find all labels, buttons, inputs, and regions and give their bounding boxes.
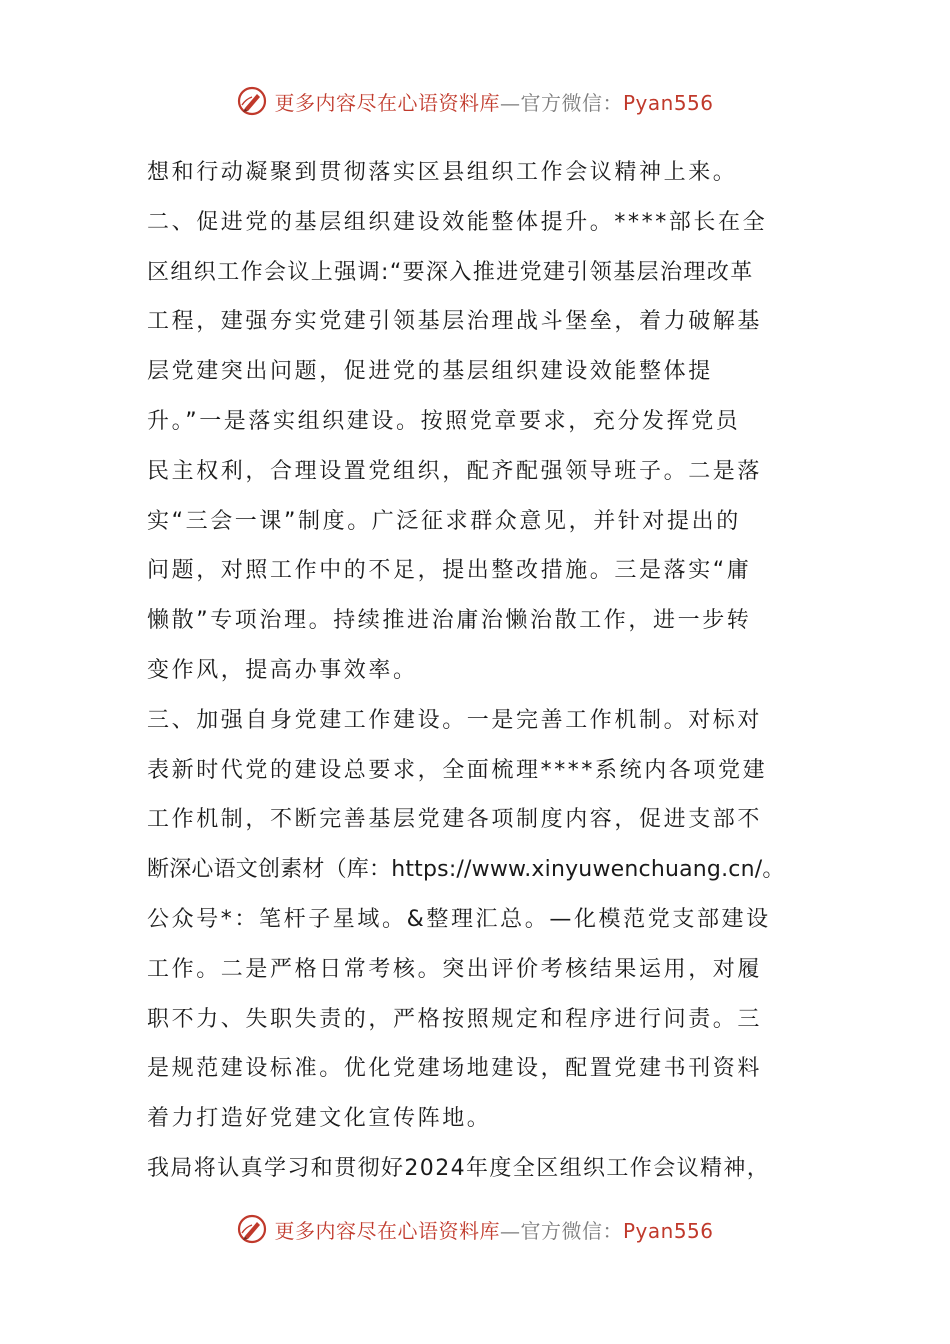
header-account: Pyan556 <box>622 90 714 115</box>
text-line: 着力打造好党建文化宣传阵地。 <box>147 1106 492 1132</box>
text-line: 工作机制，不断完善基层党建各项制度内容，促进支部不 <box>147 807 763 833</box>
text-line: 职不力、失职失责的，严格按照规定和程序进行问责。三 <box>147 1006 763 1032</box>
text-line: 实“三会一课”制度。广泛征求群众意见，并针对提出的 <box>147 508 741 534</box>
text-line: 民主权利，合理设置党组织，配齐配强领导班子。二是落 <box>147 458 763 484</box>
footer-brand <box>274 1215 713 1244</box>
text-line: 我局将认真学习和贯彻好2024年度全区组织工作会议精神， <box>147 1155 771 1181</box>
text-line: 懒散”专项治理。持续推进治庸治懒治散工作，进一步转 <box>147 608 752 634</box>
text-line: 表新时代党的建设总要求，全面梳理****系统内各项党建 <box>147 757 768 783</box>
header-brand-text: 更多内容尽在心语资料库 <box>274 90 500 115</box>
text-line: 层党建突出问题，促进党的基层组织建设效能整体提 <box>147 359 713 385</box>
document-body <box>147 148 807 1194</box>
text-line: 是规范建设标准。优化党建场地建设，配置党建书刊资料 <box>147 1056 763 1082</box>
footer-watermark <box>0 1212 950 1246</box>
header-separator: — <box>499 90 521 115</box>
text-line: 三、加强自身党建工作建设。一是完善工作机制。对标对 <box>147 707 763 733</box>
text-line: 问题，对照工作中的不足，提出整改措施。三是落实“庸 <box>147 558 752 584</box>
footer-brand-text: 更多内容尽在心语资料库 <box>274 1218 500 1243</box>
text-line: 区组织工作会议上强调:“要深入推进党建引领基层治理改革 <box>147 259 754 285</box>
footer-label: 官方微信： <box>520 1218 623 1243</box>
footer-separator: — <box>499 1218 521 1243</box>
text-line: 想和行动凝聚到贯彻落实区县组织工作会议精神上来。 <box>147 160 738 185</box>
text-line: 二、促进党的基层组织建设效能整体提升。****部长在全 <box>147 209 768 235</box>
pen-logo-icon <box>236 85 268 117</box>
pen-logo-icon <box>236 1213 268 1245</box>
footer-account: Pyan556 <box>622 1218 714 1243</box>
text-line: 工程，建强夯实党建引领基层治理战斗堡垒，着力破解基 <box>147 309 763 335</box>
header-brand <box>274 87 713 116</box>
text-line: 工作。二是严格日常考核。突出评价考核结果运用，对履 <box>147 956 763 982</box>
text-line: 升。”一是落实组织建设。按照党章要求，充分发挥党员 <box>147 408 741 434</box>
text-line: 断深心语文创素材（库：https://www.xinyuwenchuang.cn/。 <box>147 857 785 883</box>
header-label: 官方微信： <box>520 90 623 115</box>
text-line: 变作风，提高办事效率。 <box>147 657 418 683</box>
header-watermark <box>0 84 950 118</box>
text-line: 公众号*：笔杆子星域。&整理汇总。—化模范党支部建设 <box>147 906 771 932</box>
